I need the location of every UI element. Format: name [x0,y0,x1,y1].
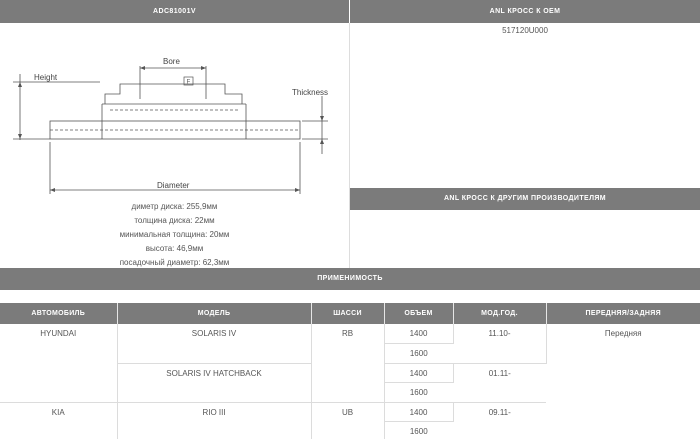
col-volume: ОБЪЕМ [384,303,453,324]
cell-year: 11.10- [453,324,546,363]
col-year: МОД.ГОД. [453,303,546,324]
cell-position: Передняя [546,324,700,439]
cell-car: HYUNDAI [0,324,117,402]
specs-list [0,200,349,270]
f-mark: F [186,79,191,86]
cell-volume: 1400 [384,402,453,422]
col-car: АВТОМОБИЛЬ [0,303,117,324]
cell-volume: 1400 [384,363,453,383]
cell-car: KIA [0,402,117,439]
bore-label: Bore [163,57,180,66]
part-number-header: ADC81001V [0,0,349,23]
cell-volume: 1400 [384,324,453,344]
cell-volume: 1600 [384,422,453,439]
oem-number[interactable]: 517120U000 [502,26,548,35]
cell-model[interactable]: RIO III [117,402,311,439]
thickness-label: Thickness [292,88,329,97]
cell-year: 09.11- [453,402,546,439]
oem-cross-header: ANL КРОСС К OEM [350,0,700,23]
brake-disc-diagram [10,44,340,194]
spec-min-thickness: минимальная толщина: 20мм [119,230,230,239]
cell-model[interactable]: SOLARIS IV [117,324,311,363]
cell-year: 01.11- [453,363,546,402]
other-cross-header: ANL КРОСС К ДРУГИМ ПРОИЗВОДИТЕЛЯМ [350,188,700,210]
spec-thickness: толщина диска: 22мм [134,216,215,225]
col-chassis: ШАССИ [311,303,384,324]
table-row [0,324,700,344]
applicability-table [0,303,700,439]
diameter-label: Diameter [157,181,190,190]
spec-bore: посадочный диаметр: 62,3мм [119,258,230,267]
column-divider [349,23,350,268]
height-label: Height [34,73,58,82]
table-header-row [0,303,700,324]
cell-volume: 1600 [384,344,453,364]
spec-height: высота: 46,9мм [145,244,204,253]
cell-chassis: RB [311,324,384,402]
cell-chassis: UB [311,402,384,439]
cell-model[interactable]: SOLARIS IV HATCHBACK [117,363,311,402]
applicability-header: ПРИМЕНИМОСТЬ [0,268,700,290]
spec-diameter: диметр диска: 255,9мм [131,202,218,211]
col-model: МОДЕЛЬ [117,303,311,324]
col-position: ПЕРЕДНЯЯ/ЗАДНЯЯ [546,303,700,324]
cell-volume: 1600 [384,383,453,403]
